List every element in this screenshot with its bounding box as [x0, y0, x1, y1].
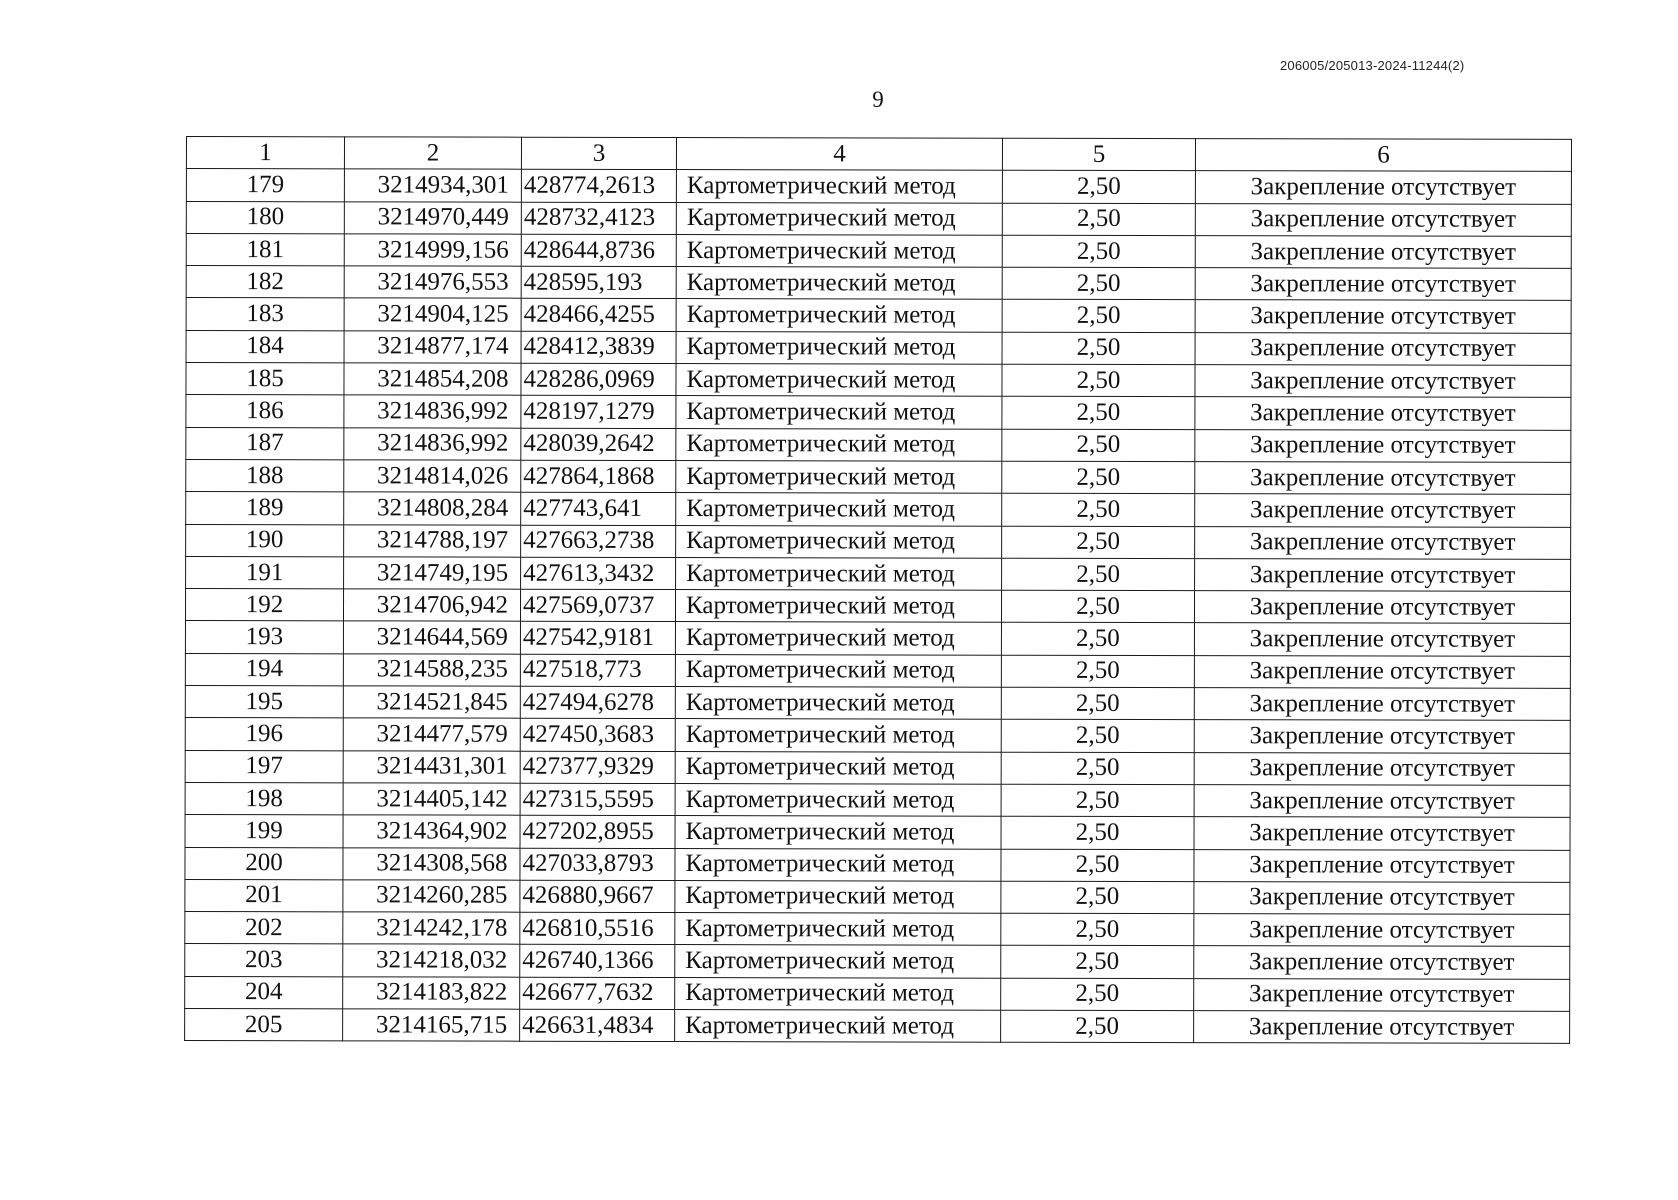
point-number-cell: 180 [186, 201, 344, 234]
point-number-cell: 182 [186, 266, 344, 299]
method-cell: Картометрический метод [675, 816, 1001, 849]
point-number-cell: 190 [186, 524, 344, 557]
table-row [185, 1009, 1570, 1044]
precision-cell: 2,50 [1001, 590, 1194, 623]
table-row [186, 556, 1571, 591]
y-coordinate-cell: 428039,2642 [521, 428, 676, 461]
table-row [186, 524, 1571, 559]
precision-cell: 2,50 [1002, 558, 1195, 591]
y-coordinate-cell: 428595,193 [521, 266, 676, 299]
marking-cell: Закрепление отсутствует [1195, 365, 1571, 398]
table-row [186, 395, 1571, 430]
marking-cell: Закрепление отсутствует [1195, 526, 1571, 559]
method-cell: Картометрический метод [676, 396, 1002, 429]
precision-cell: 2,50 [1001, 720, 1194, 753]
marking-cell: Закрепление отсутствует [1194, 849, 1570, 882]
table-row [185, 686, 1570, 721]
marking-cell: Закрепление отсутствует [1194, 688, 1570, 721]
precision-cell: 2,50 [1002, 429, 1195, 462]
method-cell: Картометрический метод [675, 945, 1001, 978]
point-number-cell: 186 [186, 395, 344, 428]
table-row [186, 169, 1571, 204]
method-cell: Картометрический метод [675, 848, 1001, 881]
table-header-row [186, 137, 1571, 172]
method-cell: Картометрический метод [676, 170, 1002, 203]
marking-cell: Закрепление отсутствует [1195, 429, 1571, 462]
table-row [185, 847, 1570, 882]
table-row [185, 782, 1570, 817]
precision-cell: 2,50 [1002, 364, 1195, 397]
header-cell-1: 1 [186, 137, 344, 170]
method-cell: Картометрический метод [675, 1010, 1001, 1043]
marking-cell: Закрепление отсутствует [1194, 978, 1570, 1011]
marking-cell: Закрепление отсутствует [1195, 268, 1571, 301]
precision-cell: 2,50 [1002, 526, 1195, 559]
document-registration-code: 206005/205013-2024-11244(2) [1280, 58, 1465, 73]
method-cell: Картометрический метод [676, 202, 1002, 235]
x-coordinate-cell: 3214588,235 [343, 654, 520, 687]
point-number-cell: 187 [186, 427, 344, 460]
method-cell: Картометрический метод [676, 364, 1002, 397]
x-coordinate-cell: 3214183,822 [343, 977, 520, 1010]
marking-cell: Закрепление отсутствует [1194, 1011, 1570, 1044]
marking-cell: Закрепление отсутствует [1194, 655, 1570, 688]
method-cell: Картометрический метод [675, 719, 1001, 752]
table-row [185, 653, 1570, 688]
method-cell: Картометрический метод [675, 783, 1001, 816]
x-coordinate-cell: 3214976,553 [344, 266, 521, 299]
y-coordinate-cell: 427033,8793 [520, 848, 675, 881]
y-coordinate-cell: 427450,3683 [520, 719, 675, 752]
table-body [185, 137, 1572, 1044]
y-coordinate-cell: 426810,5516 [520, 912, 675, 945]
method-cell: Картометрический метод [675, 913, 1001, 946]
page-number: 9 [872, 87, 884, 112]
precision-cell: 2,50 [1001, 784, 1194, 817]
header-cell-4: 4 [676, 138, 1002, 171]
y-coordinate-cell: 426631,4834 [520, 1009, 675, 1042]
point-number-cell: 201 [185, 879, 343, 912]
x-coordinate-cell: 3214521,845 [343, 686, 520, 719]
x-coordinate-cell: 3214808,284 [344, 492, 521, 525]
point-number-cell: 198 [185, 782, 343, 815]
y-coordinate-cell: 428466,4255 [521, 299, 676, 332]
header-cell-5: 5 [1002, 138, 1195, 171]
table-row [186, 427, 1571, 462]
table-row [185, 912, 1570, 947]
precision-cell: 2,50 [1002, 332, 1195, 365]
table-row [186, 201, 1571, 236]
table-row [186, 266, 1571, 301]
precision-cell: 2,50 [1001, 816, 1194, 849]
table-row [185, 976, 1570, 1011]
x-coordinate-cell: 3214904,125 [344, 298, 521, 331]
method-cell: Картометрический метод [675, 977, 1001, 1010]
precision-cell: 2,50 [1002, 235, 1195, 268]
x-coordinate-cell: 3214970,449 [344, 201, 521, 234]
point-number-cell: 181 [186, 233, 344, 266]
precision-cell: 2,50 [1001, 881, 1194, 914]
method-cell: Картометрический метод [676, 234, 1002, 267]
marking-cell: Закрепление отсутствует [1194, 752, 1570, 785]
table-row [185, 621, 1570, 656]
precision-cell: 2,50 [1001, 655, 1194, 688]
method-cell: Картометрический метод [676, 267, 1002, 300]
y-coordinate-cell: 428732,4123 [521, 202, 676, 235]
marking-cell: Закрепление отсутствует [1194, 591, 1570, 624]
table-row [185, 750, 1570, 785]
x-coordinate-cell: 3214260,285 [343, 880, 520, 913]
x-coordinate-cell: 3214814,026 [344, 460, 521, 493]
method-cell: Картометрический метод [676, 525, 1002, 558]
table-row [186, 233, 1571, 268]
marking-cell: Закрепление отсутствует [1195, 236, 1571, 269]
marking-cell: Закрепление отсутствует [1194, 623, 1570, 656]
y-coordinate-cell: 427743,641 [521, 492, 676, 525]
point-number-cell: 184 [186, 330, 344, 363]
point-number-cell: 200 [185, 847, 343, 880]
marking-cell: Закрепление отсутствует [1194, 914, 1570, 947]
y-coordinate-cell: 426880,9667 [520, 880, 675, 913]
x-coordinate-cell: 3214836,992 [344, 395, 521, 428]
table-row [185, 815, 1570, 850]
x-coordinate-cell: 3214999,156 [344, 234, 521, 267]
y-coordinate-cell: 428286,0969 [521, 363, 676, 396]
point-number-cell: 202 [185, 912, 343, 945]
precision-cell: 2,50 [1002, 171, 1195, 204]
x-coordinate-cell: 3214788,197 [344, 524, 521, 557]
precision-cell: 2,50 [1001, 946, 1194, 979]
table-row [185, 589, 1570, 624]
precision-cell: 2,50 [1002, 300, 1195, 333]
method-cell: Картометрический метод [676, 493, 1002, 526]
x-coordinate-cell: 3214854,208 [344, 363, 521, 396]
point-number-cell: 179 [186, 169, 344, 202]
point-number-cell: 197 [185, 750, 343, 783]
x-coordinate-cell: 3214644,569 [343, 621, 520, 654]
method-cell: Картометрический метод [675, 590, 1001, 623]
y-coordinate-cell: 427613,3432 [521, 557, 676, 590]
header-cell-3: 3 [521, 137, 676, 170]
marking-cell: Закрепление отсутствует [1194, 946, 1570, 979]
marking-cell: Закрепление отсутствует [1194, 817, 1570, 850]
y-coordinate-cell: 427494,6278 [520, 686, 675, 719]
y-coordinate-cell: 427542,9181 [520, 622, 675, 655]
marking-cell: Закрепление отсутствует [1195, 494, 1571, 527]
point-number-cell: 194 [185, 653, 343, 686]
x-coordinate-cell: 3214242,178 [343, 912, 520, 945]
x-coordinate-cell: 3214364,902 [343, 815, 520, 848]
method-cell: Картометрический метод [675, 654, 1001, 687]
x-coordinate-cell: 3214706,942 [343, 589, 520, 622]
precision-cell: 2,50 [1002, 397, 1195, 430]
method-cell: Картометрический метод [675, 880, 1001, 913]
precision-cell: 2,50 [1002, 493, 1195, 526]
precision-cell: 2,50 [1001, 1010, 1194, 1043]
y-coordinate-cell: 427663,2738 [521, 525, 676, 558]
y-coordinate-cell: 428412,3839 [521, 331, 676, 364]
x-coordinate-cell: 3214431,301 [343, 750, 520, 783]
header-cell-6: 6 [1195, 139, 1571, 172]
marking-cell: Закрепление отсутствует [1195, 203, 1571, 236]
table-row [185, 718, 1570, 753]
point-number-cell: 203 [185, 944, 343, 977]
y-coordinate-cell: 427315,5595 [520, 783, 675, 816]
marking-cell: Закрепление отсутствует [1195, 462, 1571, 495]
table-row [186, 492, 1571, 527]
marking-cell: Закрепление отсутствует [1195, 171, 1571, 204]
method-cell: Картометрический метод [676, 299, 1002, 332]
point-number-cell: 196 [185, 718, 343, 751]
point-number-cell: 191 [186, 556, 344, 589]
y-coordinate-cell: 426677,7632 [520, 977, 675, 1010]
point-number-cell: 183 [186, 298, 344, 331]
precision-cell: 2,50 [1002, 461, 1195, 494]
x-coordinate-cell: 3214877,174 [344, 331, 521, 364]
point-number-cell: 199 [185, 815, 343, 848]
precision-cell: 2,50 [1001, 849, 1194, 882]
point-number-cell: 185 [186, 363, 344, 396]
marking-cell: Закрепление отсутствует [1195, 300, 1571, 333]
table-row [186, 459, 1571, 494]
precision-cell: 2,50 [1001, 752, 1194, 785]
precision-cell: 2,50 [1001, 623, 1194, 656]
precision-cell: 2,50 [1001, 687, 1194, 720]
table-row [186, 298, 1571, 333]
y-coordinate-cell: 428774,2613 [521, 169, 676, 202]
x-coordinate-cell: 3214308,568 [343, 847, 520, 880]
marking-cell: Закрепление отсутствует [1194, 785, 1570, 818]
marking-cell: Закрепление отсутствует [1194, 881, 1570, 914]
y-coordinate-cell: 427202,8955 [520, 815, 675, 848]
y-coordinate-cell: 428197,1279 [521, 396, 676, 429]
y-coordinate-cell: 427518,773 [520, 654, 675, 687]
point-number-cell: 195 [185, 686, 343, 719]
coordinates-table [184, 136, 1572, 1044]
precision-cell: 2,50 [1002, 203, 1195, 236]
header-cell-2: 2 [344, 137, 521, 170]
x-coordinate-cell: 3214749,195 [344, 557, 521, 590]
table-row [185, 879, 1570, 914]
table-row [186, 330, 1571, 365]
marking-cell: Закрепление отсутствует [1195, 332, 1571, 365]
y-coordinate-cell: 427864,1868 [521, 460, 676, 493]
marking-cell: Закрепление отсутствует [1194, 720, 1570, 753]
point-number-cell: 193 [185, 621, 343, 654]
x-coordinate-cell: 3214218,032 [343, 944, 520, 977]
method-cell: Картометрический метод [675, 687, 1001, 720]
x-coordinate-cell: 3214405,142 [343, 783, 520, 816]
point-number-cell: 188 [186, 459, 344, 492]
y-coordinate-cell: 426740,1366 [520, 945, 675, 978]
method-cell: Картометрический метод [675, 622, 1001, 655]
precision-cell: 2,50 [1002, 267, 1195, 300]
x-coordinate-cell: 3214477,579 [343, 718, 520, 751]
y-coordinate-cell: 428644,8736 [521, 234, 676, 267]
y-coordinate-cell: 427569,0737 [520, 589, 675, 622]
point-number-cell: 204 [185, 976, 343, 1009]
y-coordinate-cell: 427377,9329 [520, 751, 675, 784]
x-coordinate-cell: 3214165,715 [343, 1009, 520, 1042]
table-row [186, 363, 1571, 398]
point-number-cell: 205 [185, 1009, 343, 1042]
marking-cell: Закрепление отсутствует [1195, 397, 1571, 430]
method-cell: Картометрический метод [676, 428, 1002, 461]
method-cell: Картометрический метод [676, 331, 1002, 364]
point-number-cell: 189 [186, 492, 344, 525]
marking-cell: Закрепление отсутствует [1195, 558, 1571, 591]
x-coordinate-cell: 3214934,301 [344, 169, 521, 202]
method-cell: Картометрический метод [676, 460, 1002, 493]
table-row [185, 944, 1570, 979]
precision-cell: 2,50 [1001, 913, 1194, 946]
point-number-cell: 192 [185, 589, 343, 622]
x-coordinate-cell: 3214836,992 [344, 428, 521, 461]
method-cell: Картометрический метод [676, 557, 1002, 590]
method-cell: Картометрический метод [675, 751, 1001, 784]
precision-cell: 2,50 [1001, 978, 1194, 1011]
